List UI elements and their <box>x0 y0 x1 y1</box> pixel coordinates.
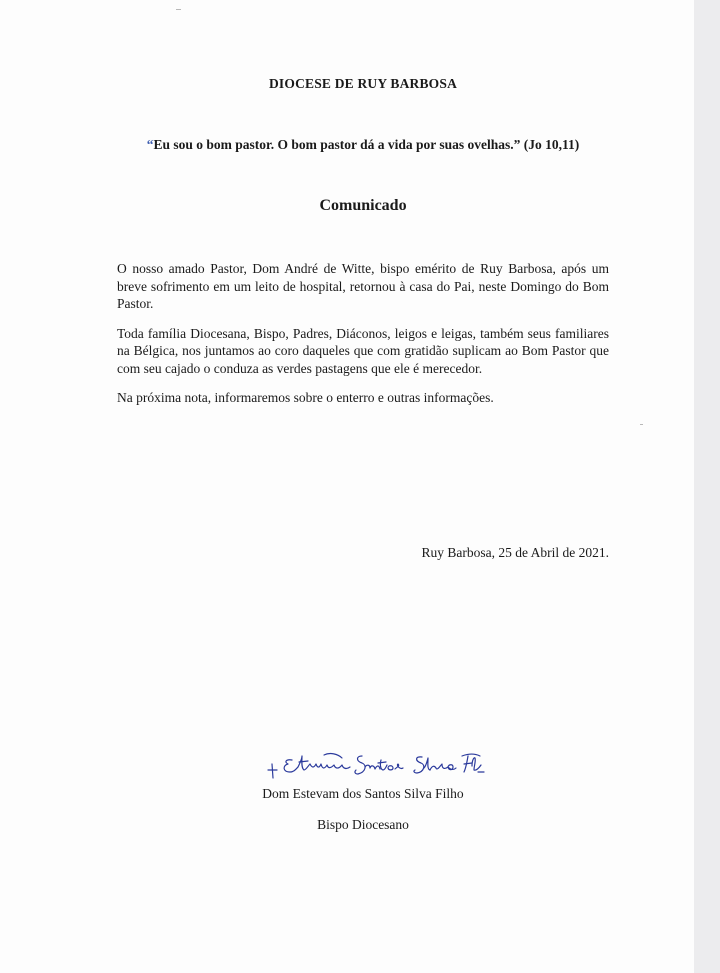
scripture-quote <box>0 137 720 153</box>
signer-role: Bispo Diocesano <box>317 817 409 832</box>
document-title: Comunicado <box>319 197 407 214</box>
body-paragraph: Na próxima nota, informaremos sobre o enterro e outras informações. <box>117 390 494 405</box>
signer-name: Dom Estevam dos Santos Silva Filho <box>262 786 464 801</box>
body-paragraph: O nosso amado Pastor, Dom André de Witte, bispo emérito de Ruy Barbosa, após um breve sofrimento em um leito de hospital, retornou à casa do Pai, neste Domingo do Bom Pastor. <box>117 261 609 311</box>
scan-speck <box>176 9 181 10</box>
diocese-header: DIOCESE DE RUY BARBOSA <box>268 76 458 91</box>
handwritten-signature <box>262 748 487 784</box>
scan-margin <box>694 0 720 973</box>
document-body <box>117 260 609 419</box>
scan-speck <box>640 424 643 425</box>
body-paragraph: Toda família Diocesana, Bispo, Padres, Diáconos, leigos e leigas, também seus familiares na Bélgica, nos juntamos ao coro daqueles que com gratidão suplicam ao Bom Pastor que com seu cajado o conduza as verdes pastagens que ele é merecedor. <box>117 325 609 376</box>
date-line: Ruy Barbosa, 25 de Abril de 2021. <box>421 545 609 560</box>
quote-text: Eu sou o bom pastor. O bom pastor dá a vida por suas ovelhas.” (Jo 10,11) <box>153 137 580 152</box>
quote-open-mark: “ <box>146 137 154 152</box>
